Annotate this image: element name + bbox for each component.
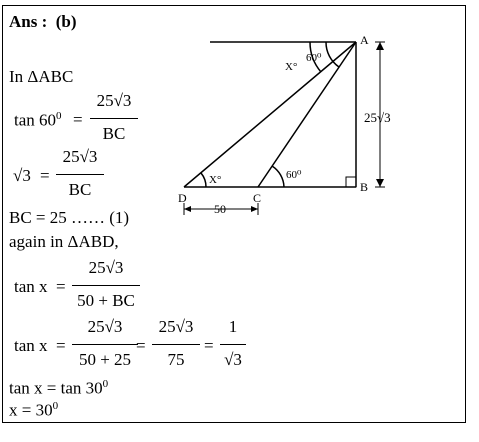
equals-2: = bbox=[40, 166, 50, 185]
tanx-lhs-1: tan x bbox=[14, 277, 48, 296]
label-height: 25√3 bbox=[364, 110, 391, 125]
denominator: 50 + BC bbox=[77, 291, 135, 310]
ans-text: Ans : bbox=[9, 12, 48, 31]
angle-arc-60-top bbox=[326, 42, 339, 67]
label-a: A bbox=[360, 33, 369, 47]
line-again-abd: again in ΔABD, bbox=[9, 232, 119, 251]
degree-sup: 0 bbox=[102, 378, 109, 390]
line-da bbox=[184, 42, 356, 187]
degree-sup: 0 bbox=[52, 400, 59, 412]
denominator: BC bbox=[102, 124, 126, 143]
denominator: 50 + 25 bbox=[78, 350, 132, 369]
tanx-lhs-2: tan x bbox=[14, 336, 48, 355]
label-dc: 50 bbox=[214, 202, 226, 216]
degree-sup: 0 bbox=[56, 110, 62, 122]
equals-1: = bbox=[73, 110, 83, 129]
label-c: C bbox=[253, 191, 262, 205]
equals-3: = bbox=[56, 277, 66, 296]
numerator: 1 bbox=[228, 317, 238, 336]
tan60-text: tan 60 bbox=[14, 110, 57, 130]
root3-lhs: √3 bbox=[13, 166, 31, 185]
label-angle-60-c: 60⁰ bbox=[286, 169, 302, 181]
denominator: 75 bbox=[167, 350, 185, 369]
line-in-triangle-abc: In ΔABC bbox=[9, 67, 74, 86]
numerator: 25√3 bbox=[96, 91, 132, 110]
angle-arc-60-c bbox=[272, 166, 284, 187]
numerator: 25√3 bbox=[88, 258, 124, 277]
line-bc-25: BC = 25 …… (1) bbox=[9, 208, 130, 227]
numerator: 25√3 bbox=[62, 147, 98, 166]
label-d: D bbox=[178, 191, 187, 205]
label-b: B bbox=[360, 180, 369, 194]
answer-option: (b) bbox=[55, 12, 77, 31]
denominator: √3 bbox=[224, 350, 242, 369]
numerator: 25√3 bbox=[158, 317, 194, 336]
label-angle-x-bottom: X° bbox=[209, 174, 222, 186]
equals-4: = bbox=[56, 336, 66, 355]
label-angle-x-top: X° bbox=[285, 61, 298, 73]
right-angle-mark bbox=[346, 177, 356, 187]
label-angle-60-top: 60⁰ bbox=[306, 52, 322, 64]
angle-arc-x-bottom bbox=[201, 173, 206, 187]
denominator: BC bbox=[68, 180, 92, 199]
equals-6: = bbox=[204, 336, 214, 355]
numerator: 25√3 bbox=[87, 317, 123, 336]
equals-5: = bbox=[136, 336, 146, 355]
x-eq-text: x = 30 bbox=[9, 400, 53, 420]
tan-eq-text: tan x = tan 30 bbox=[9, 378, 103, 398]
